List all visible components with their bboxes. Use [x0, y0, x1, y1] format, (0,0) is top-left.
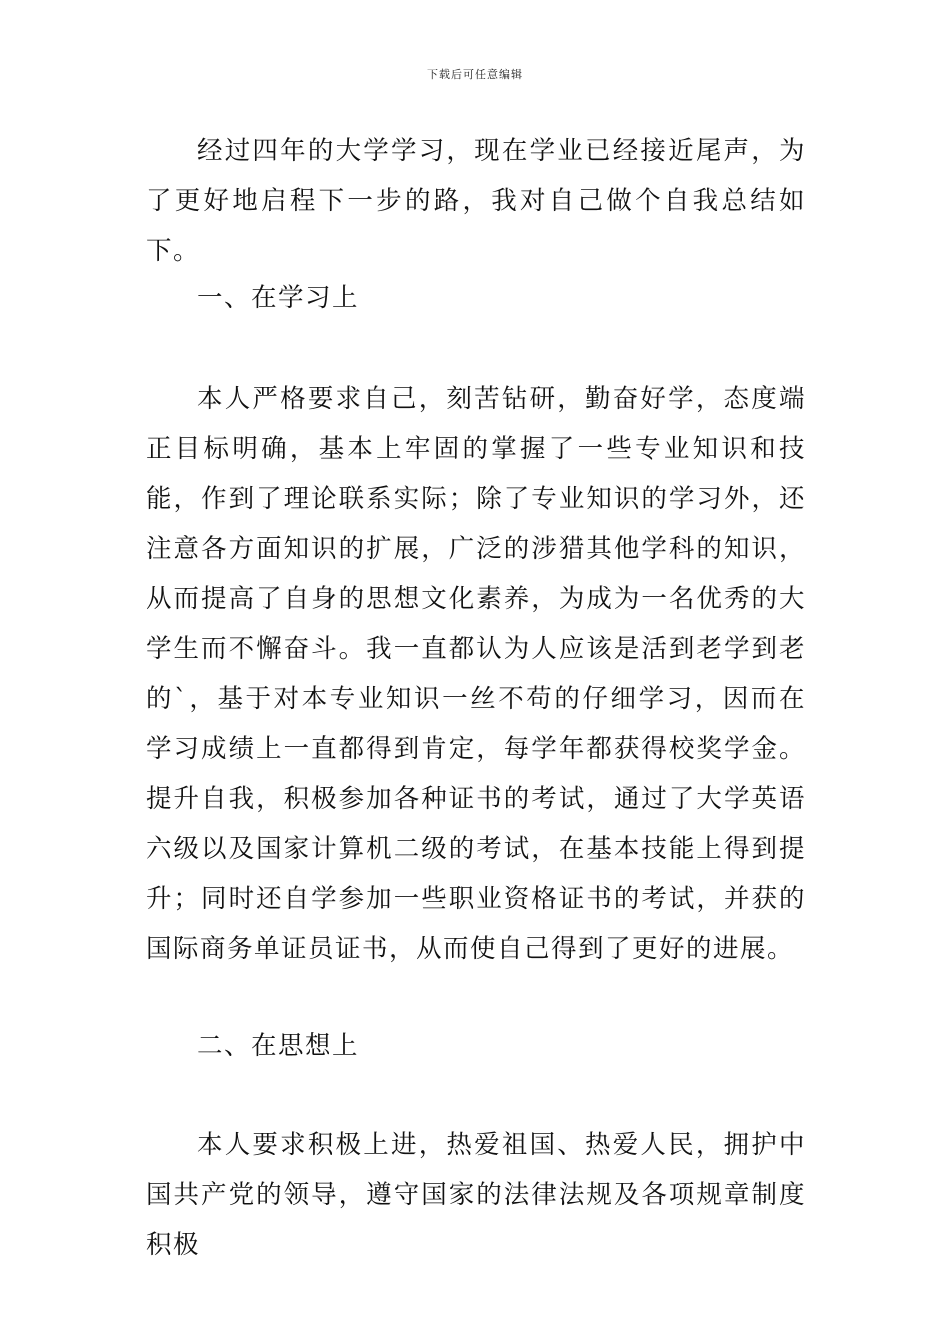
study-paragraph: 本人严格要求自己，刻苦钻研，勤奋好学，态度端正目标明确，基本上牢固的掌握了一些专业知识和技能，作到了理论联系实际；除了专业知识的学习外，还注意各方面知识的扩展，广泛的涉猎其他学科的知识，从而提高了自身的思想文化素养，为成为一名优秀的大学生而不懈奋斗。我一直都认为人应该是活到老学到老的`，基于对本专业知识一丝不苟的仔细学习，因而在学习成绩上一直都得到肯定，每学年都获得校奖学金。提升自我，积极参加各种证书的考试，通过了大学英语六级以及国家计算机二级的考试，在基本技能上得到提升；同时还自学参加一些职业资格证书的考试，并获的国际商务单证员证书，从而使自己得到了更好的进展。	[146, 384, 806, 964]
page-header: 下载后可任意编辑	[427, 68, 523, 81]
section-heading-study: 一、在学习上	[197, 283, 360, 313]
section-heading-thought: 二、在思想上	[197, 1031, 360, 1061]
intro-paragraph: 经过四年的大学学习，现在学业已经接近尾声，为了更好地启程下一步的路，我对自己做个自我总结如下。	[146, 136, 806, 266]
thought-paragraph: 本人要求积极上进，热爱祖国、热爱人民，拥护中国共产党的领导，遵守国家的法律法规及各项规章制度积极	[146, 1130, 806, 1260]
